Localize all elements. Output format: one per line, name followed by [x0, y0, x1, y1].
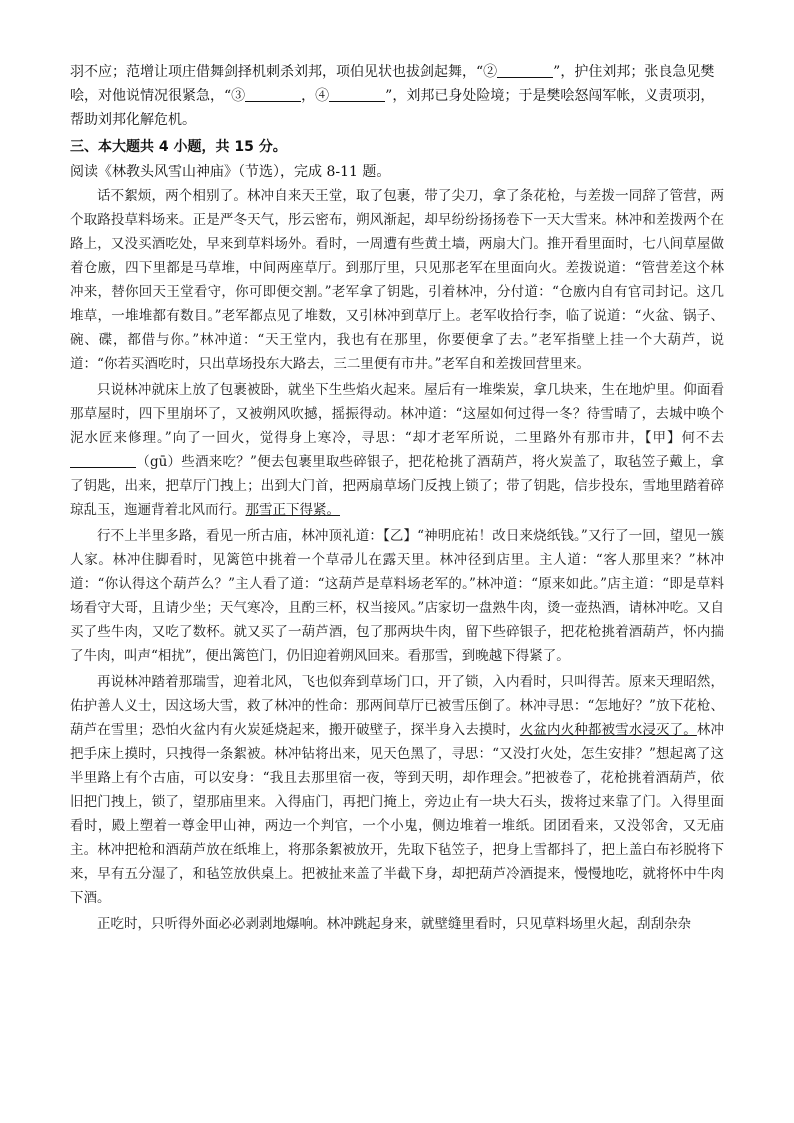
answer-blank-gu[interactable] [70, 453, 136, 468]
section-heading: 三、本大题共 4 小题，共 15 分。 [70, 139, 287, 155]
passage-paragraph-4 [70, 670, 724, 910]
answer-blank-2[interactable] [497, 62, 553, 78]
passage-text: （gū）些酒来吃？”便去包裹里取些碎银子，把花枪挑了酒葫芦，将火炭盖了，取毡笠子戴上，拿了钥匙，出来，把草厅门拽上；出到大门首，把两扇草场门反拽上锁了；带了钥匙，信步投东，雪地里踏着碎琼乱玉，迤逦背着北风而行。 [70, 454, 724, 518]
reading-passage [70, 184, 724, 938]
passage-paragraph-1: 话不絮烦，两个相别了。林冲自来天王堂，取了包裹，带了尖刀，拿了条花枪，与差拨一同辞了管营，两个取路投草料场来。正是严冬天气，彤云密布，朔风渐起，却早纷纷扬扬卷下一天大雪来。林冲和差拨两个在路上，又没买酒吃处，早来到草料场外。看时，一周遭有些黄土墙，两扇大门。推开看里面时，七八间草屋做着仓廒，四下里都是马草堆，中间两座草厅。到那厅里，只见那老军在里面向火。差拨说道：“管营差这个林冲来，替你回天王堂看守，你可即便交割。”老军拿了钥匙，引着林冲，分付道：“仓廒内自有官司封记。这几堆草，一堆堆都有数目。”老军都点见了堆数，又引林冲到草厅上。老军收拾行李，临了说道：“火盆、锅子、碗、碟，都借与你。”林冲道：“天王堂内，我也有在那里，你要便拿了去。”老军指壁上挂一个大葫芦，说道：“你若买酒吃时，只出草场投东大路去，三二里便有市井。”老军自和差拨回营里来。 [70, 188, 724, 372]
intro-text: ”，刘邦已身处险境；于是樊哙怒闯军帐，义责项羽， [385, 88, 715, 104]
underlined-sentence: 火盆内火种都被雪水浸灭了。 [519, 722, 697, 738]
intro-text: ，④ [301, 88, 330, 104]
intro-line-1 [70, 60, 724, 84]
intro-text: 羽不应；范增让项庄借舞剑择机刺杀刘邦，项伯见状也拔剑起舞，“② [70, 64, 498, 80]
answer-blank-4[interactable] [329, 86, 385, 102]
answer-blank-3[interactable] [245, 86, 301, 102]
passage-text: 再说林冲踏着那瑞雪，迎着北风，飞也似奔到草场门口，开了锁，入内看时，只叫得苦。原来天理昭然，佑护善人义士，因这场大雪，救了林冲的性命：那两间草厅已被雪压倒了。林冲寻思：“怎地好？”放下花枪、葫芦在雪里；恐怕火盆内有火炭延烧起来，搬开破壁子，探半身入去摸时， [70, 674, 724, 738]
intro-line-2 [70, 84, 724, 108]
reading-instruction: 阅读《林教头风雪山神庙》（节选），完成 8-11 题。 [70, 164, 391, 180]
passage-text: 林冲把手床上摸时，只拽得一条絮被。林冲钻将出来，见天色黑了，寻思：“又没打火处，怎生安排？”想起离了这半里路上有个古庙，可以安身：“我且去那里宿一夜，等到天明，却作理会。”把被卷了，花枪挑着酒葫芦，依旧把门拽上，锁了，望那庙里来。入得庙门，再把门掩上，旁边止有一块大石头，拨将过来靠了门。入得里面看时，殿上塑着一尊金甲山神，两边一个判官，一个小鬼，侧边堆着一堆纸。团团看来，又没邻舍，又无庙主。林冲把枪和酒葫芦放在纸堆上，将那条絮被放开，先取下毡笠子，把身上雪都抖了，把上盖白布衫脱将下来，早有五分湿了，和毡笠放供桌上。把被扯来盖了半截下身，却把葫芦冷酒提来，慢慢地吃，就将怀中牛肉下酒。 [70, 722, 725, 906]
underlined-sentence: 那雪正下得紧。 [245, 502, 340, 518]
intro-text: ”，护住刘邦；张良急见樊 [553, 64, 715, 80]
intro-line-3: 帮助刘邦化解危机。 [70, 112, 196, 128]
passage-paragraph-3: 行不上半里多路，看见一所古庙，林冲顶礼道：【乙】“神明庇祐！改日来烧纸钱。”又行了一回，望见一簇人家。林冲住脚看时，见篱笆中挑着一个草帚儿在露天里。林冲径到店里。主人道：“客人那里来？”林冲道：“你认得这个葫芦么？”主人看了道：“这葫芦是草料场老军的。”林冲道：“原来如此。”店主道：“即是草料场看守大哥，且请少坐；天气寒冷，且酌三杯，权当接风。”店家切一盘熟牛肉，烫一壶热酒，请林冲吃。又自买了些牛肉，又吃了数杯。就又买了一葫芦酒，包了那两块牛肉，留下些碎银子，把花枪挑着酒葫芦，怀内揣了牛肉，叫声“相扰”，便出篱笆门，仍旧迎着朔风回来。看那雪，到晚越下得紧了。 [70, 528, 724, 664]
intro-paragraph [70, 60, 724, 132]
passage-paragraph-2 [70, 378, 724, 522]
passage-paragraph-5: 正吃时，只听得外面必必剥剥地爆响。林冲跳起身来，就壁缝里看时，只见草料场里火起，刮刮杂杂 [97, 916, 691, 932]
intro-text: 哙，对他说情况很紧急，“③ [70, 88, 246, 104]
passage-text: 只说林冲就床上放了包裹被卧，就坐下生些焰火起来。屋后有一堆柴炭，拿几块来，生在地炉里。仰面看那草屋时，四下里崩坏了，又被朔风吹撼，摇振得动。林冲道：“这屋如何过得一冬？待雪晴了，去城中唤个泥水匠来修理。”向了一回火，觉得身上寒冷，寻思：“却才老军所说，二里路外有那市井，【甲】何不去 [70, 382, 724, 446]
